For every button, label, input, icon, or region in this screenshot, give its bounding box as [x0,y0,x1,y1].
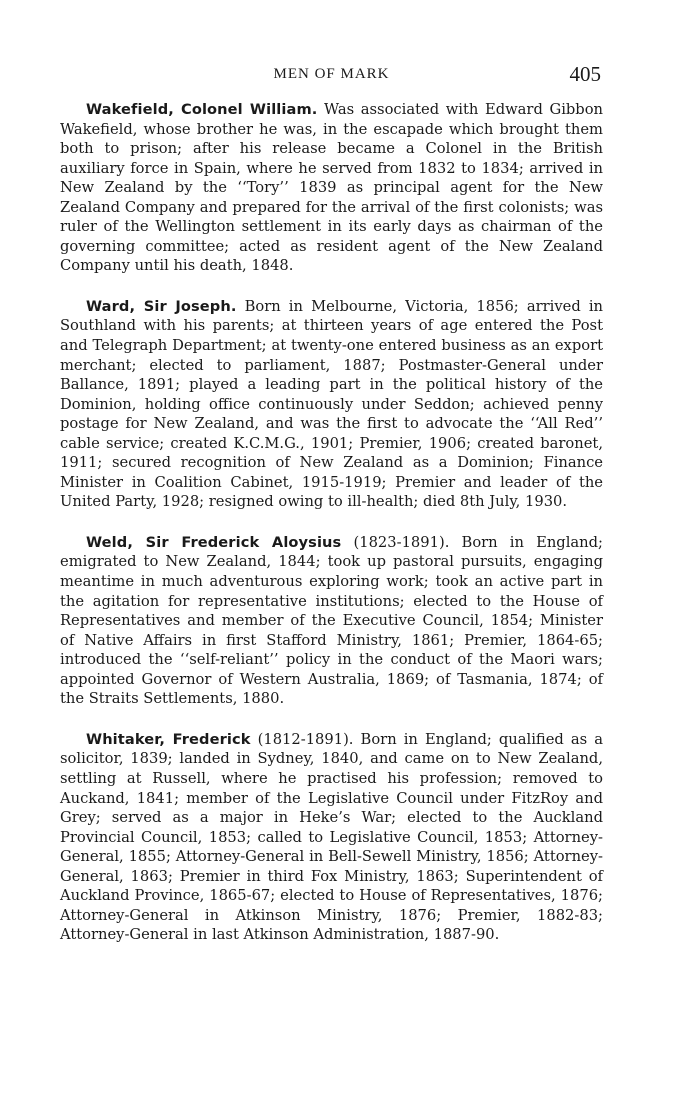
entry-name: Weld, Sir Frederick Aloysius [86,533,342,551]
entry-dates: (1823-1891). [341,533,450,551]
entry-text: Born in England; emigrated to New Zealand, 1844; took up pastoral pursuits, engaging meantime in much adventurous exploring work; took an active part in the agitation for representative institutions; elected to the House of Representatives and member of the Executive Council, 1854; Minister of Native Affairs in first Stafford Ministry, 1861; Premier, 1864-65; introduced the ‘‘self-reliant’’ policy in the conduct of the Maori wars; appointed Governor of Western Australia, 1869; of Tasmania, 1874; of the Straits Settlements, 1880. [60,533,603,708]
entry-text: Born in England; qualified as a solicitor, 1839; landed in Sydney, 1840, and came on to New Zealand, settling at Russell, where he practised his profession; removed to Auckand, 1841; member of the Legislative Council under FitzRoy and Grey; served as a major in Heke’s War; elected to the Auckland Provincial Council, 1853; called to Legislative Council, 1853; Attorney-General, 1855; Attorney-General in Bell-Sewell Ministry, 1856; Attorney-General, 1863; Premier in third Fox Ministry, 1863; Superintendent of Auckland Province, 1865-67; elected to House of Representatives, 1876; Attorney-General in Atkinson Ministry, 1876; Premier, 1882-83; Attorney-General in last Atkinson Administration, 1887-90. [60,730,603,944]
entry-name: Wakefield, Colonel William. [86,101,318,118]
running-header [60,62,603,90]
biography-entry-whitaker [60,730,603,945]
biography-entry-weld [60,533,603,709]
entry-name: Whitaker, Frederick [86,730,251,748]
entry-dates: (1812-1891). [250,730,354,748]
book-page [60,62,603,966]
entry-name: Ward, Sir Joseph. [86,297,237,315]
entry-text: Was associated with Edward Gibbon Wakefield, whose brother he was, in the escapade which brought them both to prison; after his release became a Colonel in the British auxiliary force in Spain, where he served from 1832 to 1834; arrived in New Zealand by the ‘‘Tory’’ 1839 as principal agent for the New Zealand Company and prepared for the arrival of the first colonists; was ruler of the Wellington settlement in its early days as chairman of the governing committee; acted as resident agent of the New Zealand Company until his death, 1848. [60,101,603,275]
running-title: MEN OF MARK [273,66,390,82]
page-number: 405 [569,62,601,86]
entry-text: Born in Melbourne, Victoria, 1856; arrived in Southland with his parents; at thirteen years of age entered the Post and Telegraph Department; at twenty-one entered business as an export merchant; elected to parliament, 1887; Postmaster-General under Ballance, 1891; played a leading part in the political history of the Dominion, holding office continuously under Seddon; achieved penny postage for New Zealand, and was the first to advocate the ‘‘All Red’’ cable service; created K.C.M.G., 1901; Premier, 1906; created baronet, 1911; secured recognition of New Zealand as a Dominion; Finance Minister in Coalition Cabinet, 1915-1919; Premier and leader of the United Party, 1928; resigned owing to ill-health; died 8th July, 1930. [60,297,603,511]
biography-entry-wakefield [60,100,603,276]
biography-entry-ward [60,297,603,512]
